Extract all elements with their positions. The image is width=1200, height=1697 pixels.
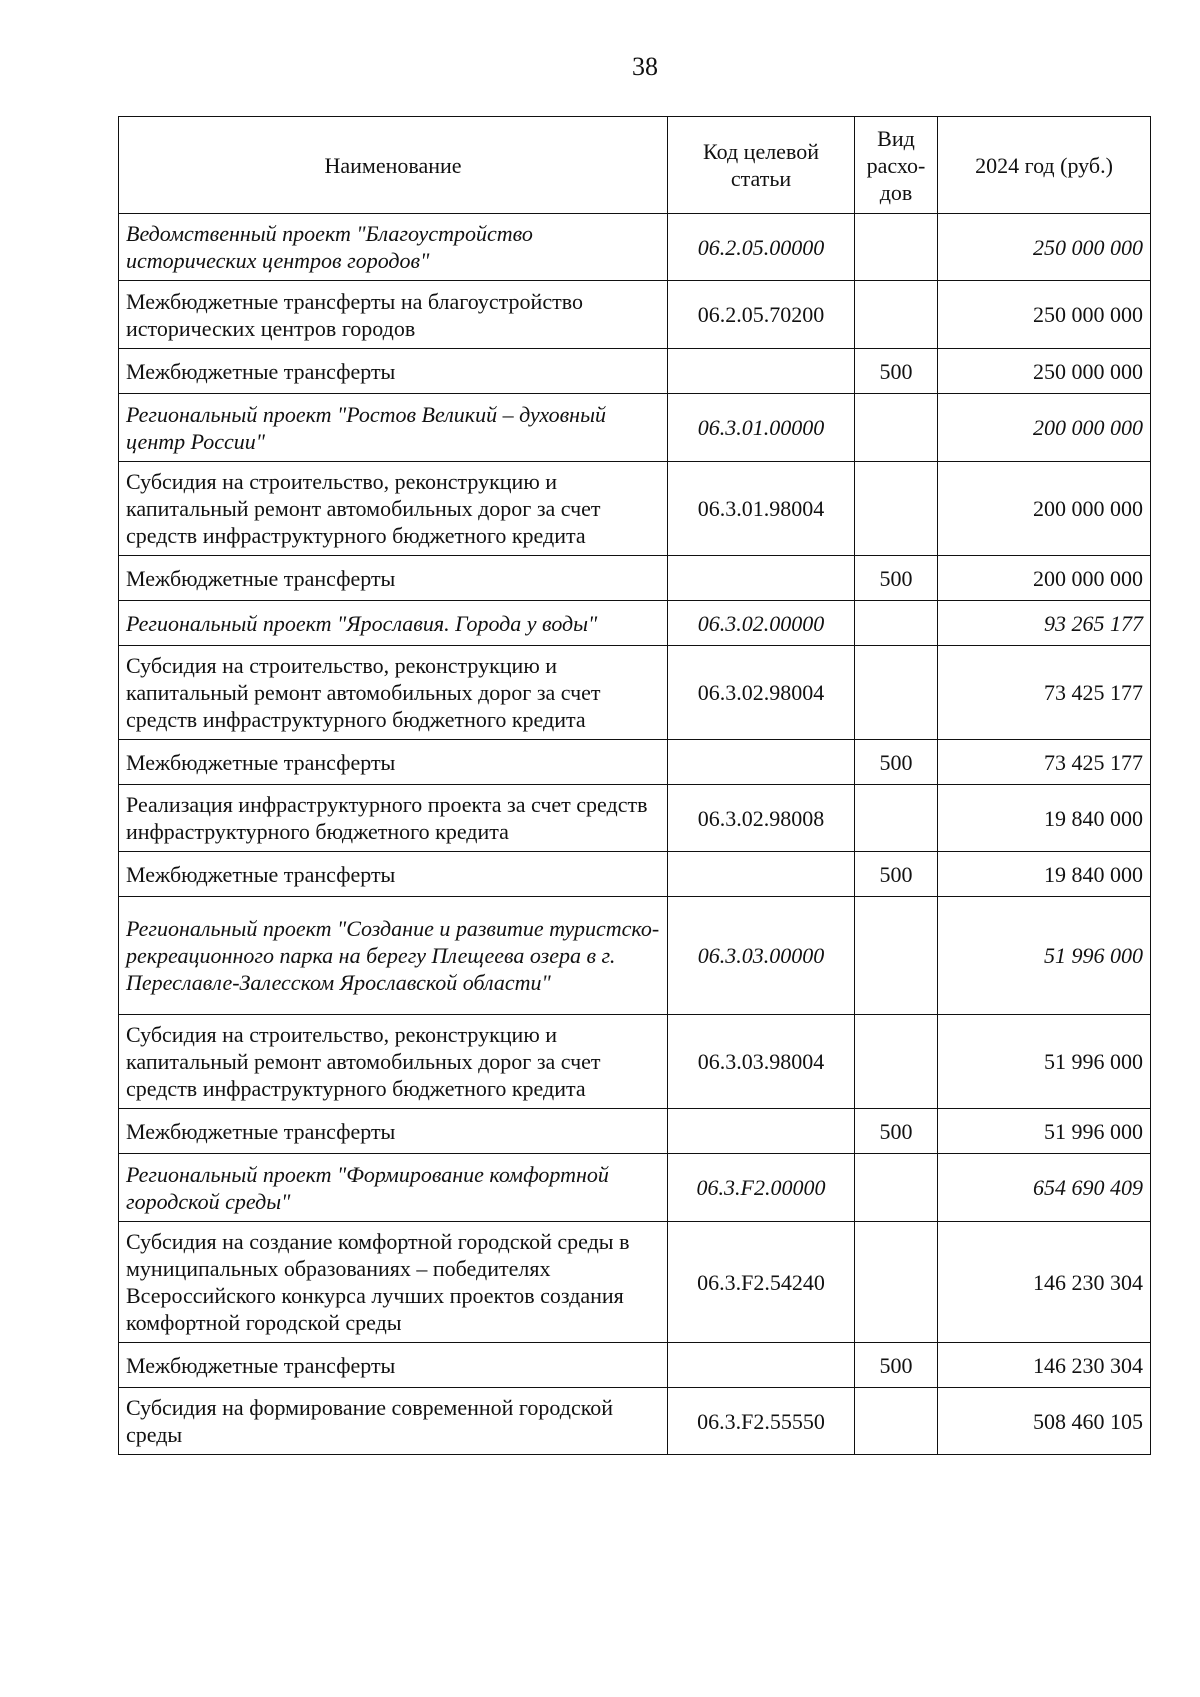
row-code: 06.3.01.00000 [668, 394, 855, 462]
row-amount: 73 425 177 [938, 740, 1151, 785]
row-code: 06.3.02.00000 [668, 601, 855, 646]
budget-table [118, 116, 1151, 1455]
header-amount: 2024 год (руб.) [938, 117, 1151, 214]
row-code [668, 1109, 855, 1154]
row-name: Субсидия на создание комфортной городской среды в муниципальных образованиях – победителях Всероссийского конкурса лучших проектов создания комфортной городской среды [119, 1222, 668, 1343]
table-row [119, 1343, 1151, 1388]
table-row [119, 462, 1151, 556]
row-type: 500 [855, 740, 938, 785]
row-type [855, 646, 938, 740]
row-type: 500 [855, 556, 938, 601]
row-code: 06.3.03.98004 [668, 1015, 855, 1109]
row-type [855, 1015, 938, 1109]
row-amount: 146 230 304 [938, 1222, 1151, 1343]
row-amount: 51 996 000 [938, 1015, 1151, 1109]
header-name: Наименование [119, 117, 668, 214]
row-name: Ведомственный проект "Благоустройство исторических центров городов" [119, 214, 668, 281]
row-type [855, 1388, 938, 1455]
table-row [119, 601, 1151, 646]
row-amount: 200 000 000 [938, 394, 1151, 462]
row-type [855, 1222, 938, 1343]
table-row [119, 785, 1151, 852]
row-type [855, 601, 938, 646]
table-row [119, 1109, 1151, 1154]
row-code [668, 740, 855, 785]
row-amount: 250 000 000 [938, 214, 1151, 281]
row-amount: 51 996 000 [938, 1109, 1151, 1154]
table-row [119, 1015, 1151, 1109]
row-code: 06.3.F2.55550 [668, 1388, 855, 1455]
row-amount: 51 996 000 [938, 897, 1151, 1015]
row-name: Межбюджетные трансферты [119, 1109, 668, 1154]
table-row [119, 349, 1151, 394]
header-type: Вид расхо-дов [855, 117, 938, 214]
row-amount: 654 690 409 [938, 1154, 1151, 1222]
table-row [119, 1154, 1151, 1222]
row-name: Региональный проект "Создание и развитие туристско-рекреационного парка на берегу Плещеева озера в г. Переславле-Залесском Ярославской области" [119, 897, 668, 1015]
row-code [668, 349, 855, 394]
row-name: Региональный проект "Ростов Великий – духовный центр России" [119, 394, 668, 462]
header-code: Код целевой статьи [668, 117, 855, 214]
row-code: 06.2.05.70200 [668, 281, 855, 349]
row-name: Межбюджетные трансферты [119, 1343, 668, 1388]
row-amount: 146 230 304 [938, 1343, 1151, 1388]
row-amount: 200 000 000 [938, 556, 1151, 601]
row-code [668, 1343, 855, 1388]
table-header-row [119, 117, 1151, 214]
row-name: Межбюджетные трансферты [119, 349, 668, 394]
table-row [119, 281, 1151, 349]
row-name: Межбюджетные трансферты [119, 852, 668, 897]
row-amount: 19 840 000 [938, 852, 1151, 897]
row-amount: 19 840 000 [938, 785, 1151, 852]
row-code: 06.3.03.00000 [668, 897, 855, 1015]
row-type [855, 214, 938, 281]
row-code: 06.3.F2.00000 [668, 1154, 855, 1222]
row-type: 500 [855, 1343, 938, 1388]
page-number: 38 [632, 52, 658, 81]
table-row [119, 740, 1151, 785]
row-type [855, 462, 938, 556]
table-row [119, 852, 1151, 897]
row-type [855, 1154, 938, 1222]
row-code [668, 852, 855, 897]
table-body [119, 214, 1151, 1455]
table-row [119, 214, 1151, 281]
row-name: Региональный проект "Формирование комфортной городской среды" [119, 1154, 668, 1222]
row-code: 06.3.01.98004 [668, 462, 855, 556]
table-row [119, 394, 1151, 462]
row-type: 500 [855, 852, 938, 897]
row-type: 500 [855, 349, 938, 394]
row-amount: 250 000 000 [938, 281, 1151, 349]
row-name: Субсидия на строительство, реконструкцию и капитальный ремонт автомобильных дорог за счет средств инфраструктурного бюджетного кредита [119, 646, 668, 740]
row-name: Межбюджетные трансферты на благоустройство исторических центров городов [119, 281, 668, 349]
row-name: Реализация инфраструктурного проекта за счет средств инфраструктурного бюджетного кредита [119, 785, 668, 852]
row-code: 06.3.02.98008 [668, 785, 855, 852]
row-amount: 200 000 000 [938, 462, 1151, 556]
table-row [119, 556, 1151, 601]
row-type: 500 [855, 1109, 938, 1154]
row-code [668, 556, 855, 601]
row-name: Субсидия на строительство, реконструкцию и капитальный ремонт автомобильных дорог за счет средств инфраструктурного бюджетного кредита [119, 462, 668, 556]
row-code: 06.3.02.98004 [668, 646, 855, 740]
row-amount: 93 265 177 [938, 601, 1151, 646]
table-row [119, 646, 1151, 740]
row-name: Региональный проект "Ярославия. Города у воды" [119, 601, 668, 646]
row-code: 06.3.F2.54240 [668, 1222, 855, 1343]
row-code: 06.2.05.00000 [668, 214, 855, 281]
table-row [119, 1222, 1151, 1343]
row-amount: 508 460 105 [938, 1388, 1151, 1455]
row-type [855, 394, 938, 462]
row-amount: 250 000 000 [938, 349, 1151, 394]
row-type [855, 785, 938, 852]
table-row [119, 897, 1151, 1015]
row-name: Межбюджетные трансферты [119, 740, 668, 785]
row-name: Субсидия на строительство, реконструкцию и капитальный ремонт автомобильных дорог за счет средств инфраструктурного бюджетного кредита [119, 1015, 668, 1109]
row-amount: 73 425 177 [938, 646, 1151, 740]
row-name: Субсидия на формирование современной городской среды [119, 1388, 668, 1455]
row-type [855, 281, 938, 349]
row-name: Межбюджетные трансферты [119, 556, 668, 601]
row-type [855, 897, 938, 1015]
table-row [119, 1388, 1151, 1455]
